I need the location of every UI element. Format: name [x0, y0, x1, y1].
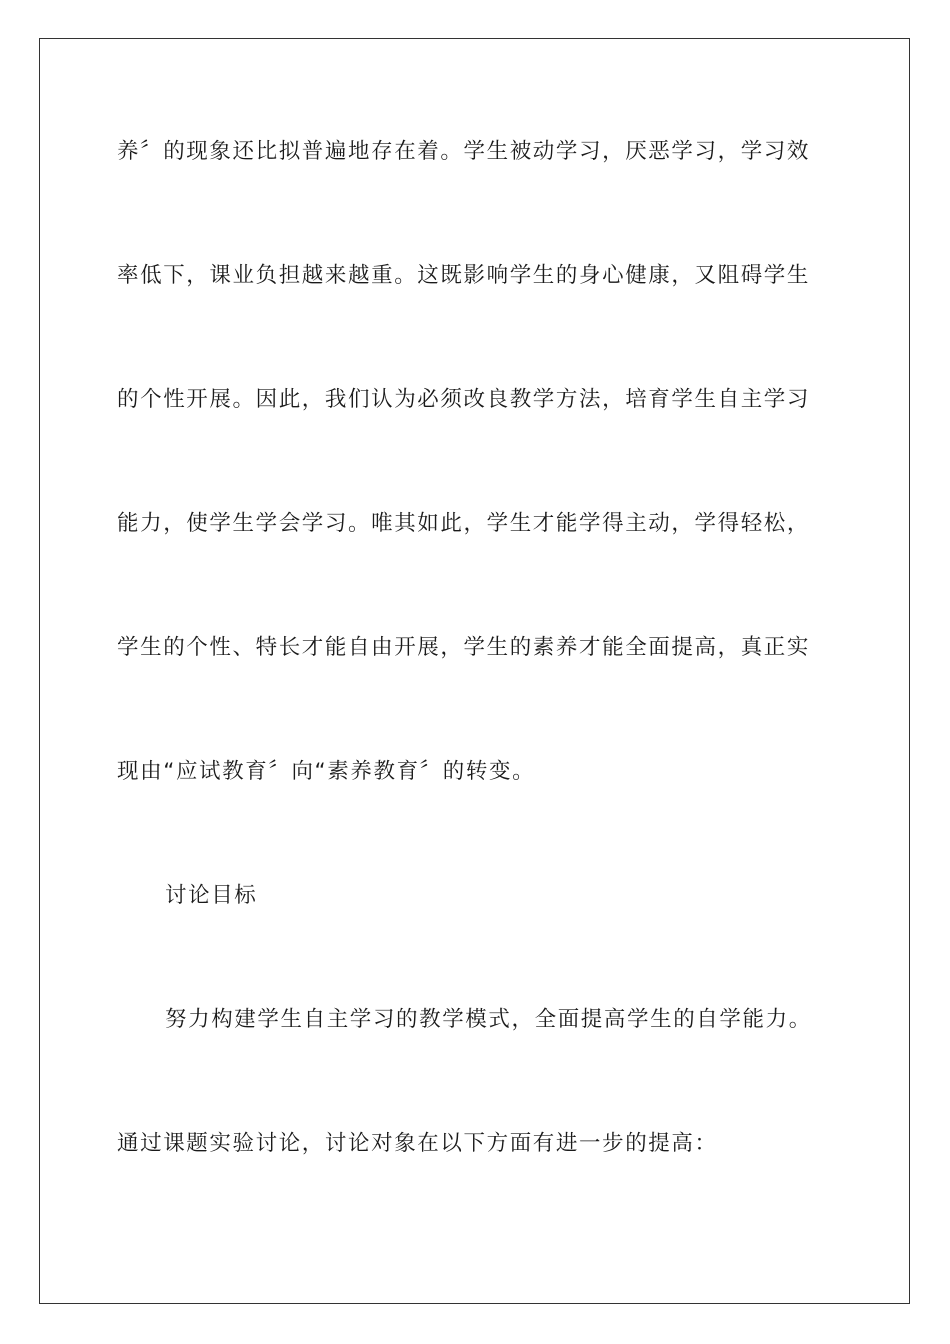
- page-border: [39, 38, 910, 1304]
- paragraph-line: 努力构建学生自主学习的教学模式，全面提高学生的自学能力。: [165, 1007, 812, 1032]
- paragraph-line: 能力，使学生学会学习。唯其如此，学生才能学得主动，学得轻松，: [117, 511, 811, 536]
- paragraph-line: 养〞的现象还比拟普遍地存在着。学生被动学习，厌恶学习，学习效: [117, 139, 811, 164]
- paragraph-line: 通过课题实验讨论，讨论对象在以下方面有进一步的提高：: [117, 1131, 718, 1156]
- paragraph-line: 的个性开展。因此，我们认为必须改良教学方法，培育学生自主学习: [117, 387, 811, 412]
- paragraph-line: 现由“应试教育〞向“素养教育〞的转变。: [117, 759, 536, 784]
- paragraph-line: 学生的个性、特长才能自由开展，学生的素养才能全面提高，真正实: [117, 635, 811, 660]
- paragraph-line: 率低下，课业负担越来越重。这既影响学生的身心健康，又阻碍学生: [117, 263, 811, 288]
- section-heading: 讨论目标: [165, 883, 258, 908]
